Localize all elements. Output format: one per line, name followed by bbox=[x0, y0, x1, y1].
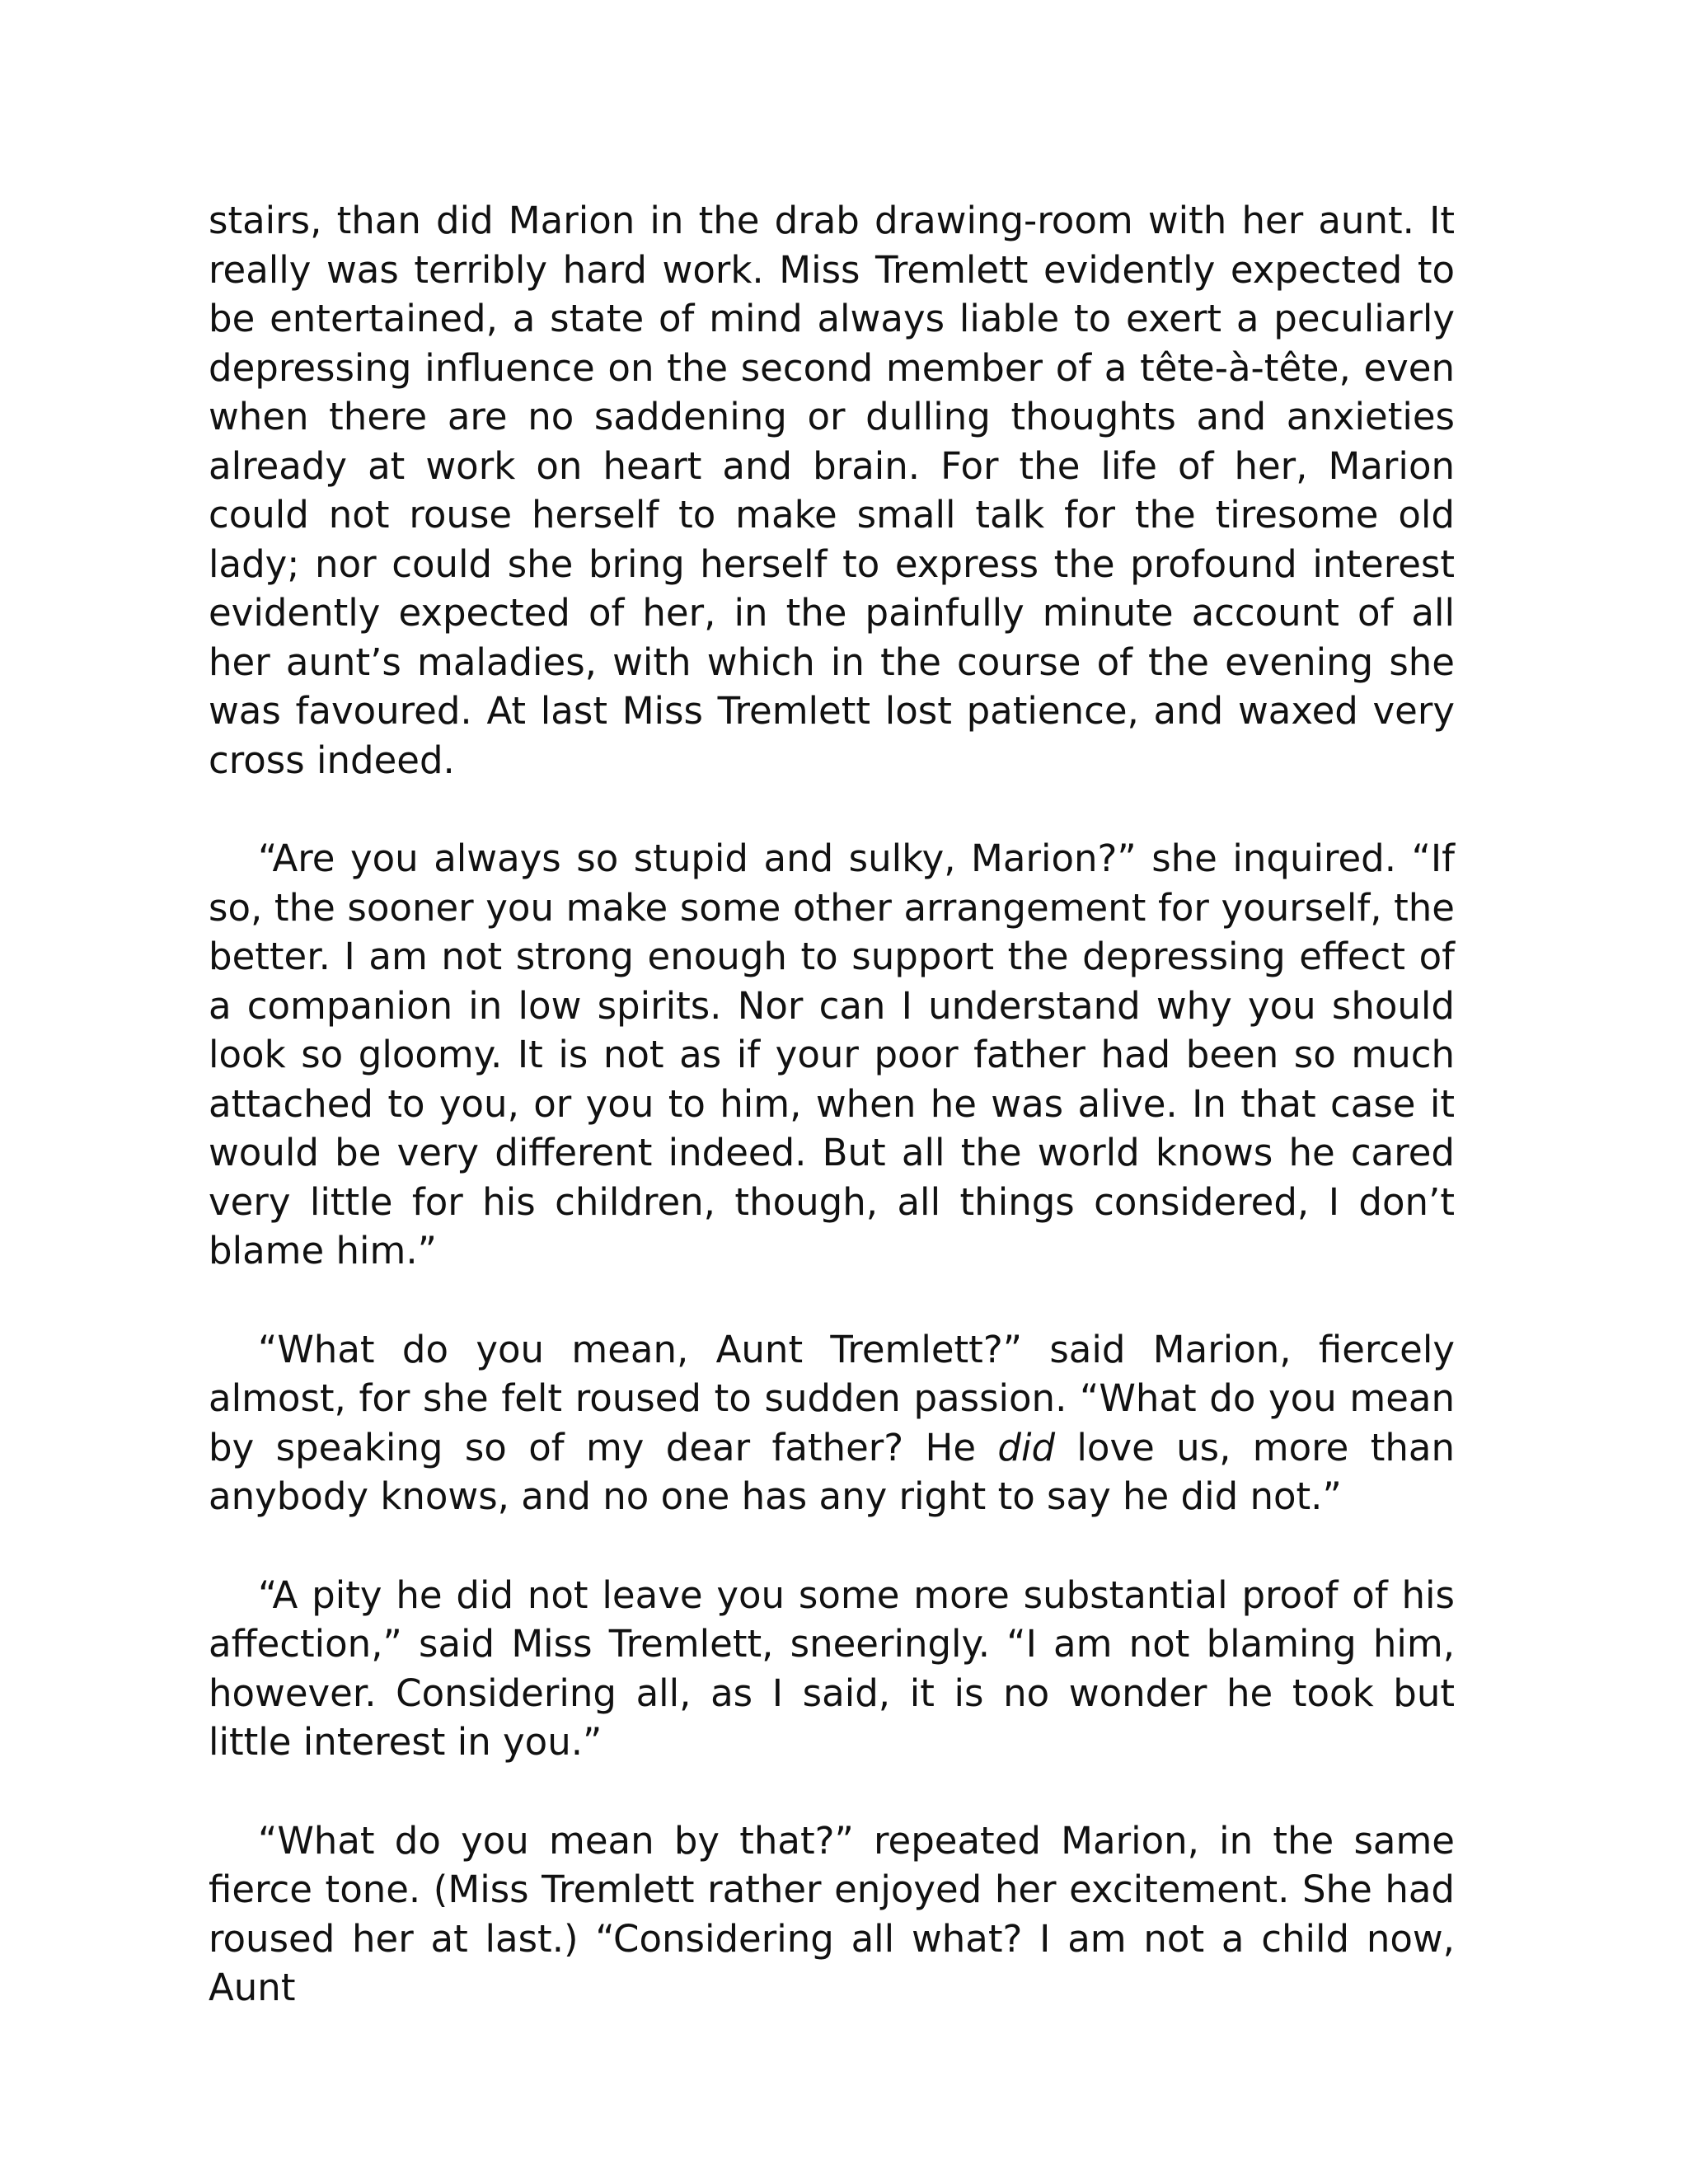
book-page bbox=[209, 196, 1455, 2013]
paragraph-3-text-after: love us, more than anybody knows, and no one has any right to say he did not.” bbox=[209, 1425, 1455, 1518]
paragraph-3-emphasis: did bbox=[997, 1425, 1056, 1469]
paragraph-3 bbox=[209, 1325, 1455, 1521]
paragraph-4: “A pity he did not leave you some more substantial proof of his affection,” said Miss Tremlett, sneeringly. “I am not blaming him, however. Considering all, as I said, it is no wonder he took but little interest in you.” bbox=[209, 1572, 1455, 1764]
paragraph-2: “Are you always so stupid and sulky, Marion?” she inquired. “If so, the sooner you make some other arrangement for yourself, the better. I am not strong enough to support the depressing effect of a companion in low spirits. Nor can I understand why you should look so gloomy. It is not as if your poor father had been so much attached to you, or you to him, when he was alive. In that case it would be very different indeed. But all the world knows he cared very little for his children, though, all things considered, I don’t blame him.” bbox=[209, 837, 1455, 1272]
paragraph-3-text-before: “What do you mean, Aunt Tremlett?” said Marion, fiercely almost, for she felt roused to sudden passion. “What do you mean by speaking so of my dear father? He bbox=[209, 1327, 1455, 1469]
paragraph-5: “What do you mean by that?” repeated Marion, in the same fierce tone. (Miss Tremlett rather enjoyed her excitement. She had roused her at last.) “Considering all what? I am not a child now, Aunt bbox=[209, 1818, 1455, 2009]
paragraph-1: stairs, than did Marion in the drab drawing-room with her aunt. It really was terribly hard work. Miss Tremlett evidently expected to be entertained, a state of mind always liable to exert a peculiarly depressing influence on the second member of a tête-à-tête, even when there are no saddening or dulling thoughts and anxieties already at work on heart and brain. For the life of her, Marion could not rouse herself to make small talk for the tiresome old lady; nor could she bring herself to express the profound interest evidently expected of her, in the painfully minute account of all her aunt’s maladies, with which in the course of the evening she was favoured. At last Miss Tremlett lost patience, and waxed very cross indeed. bbox=[209, 199, 1455, 782]
